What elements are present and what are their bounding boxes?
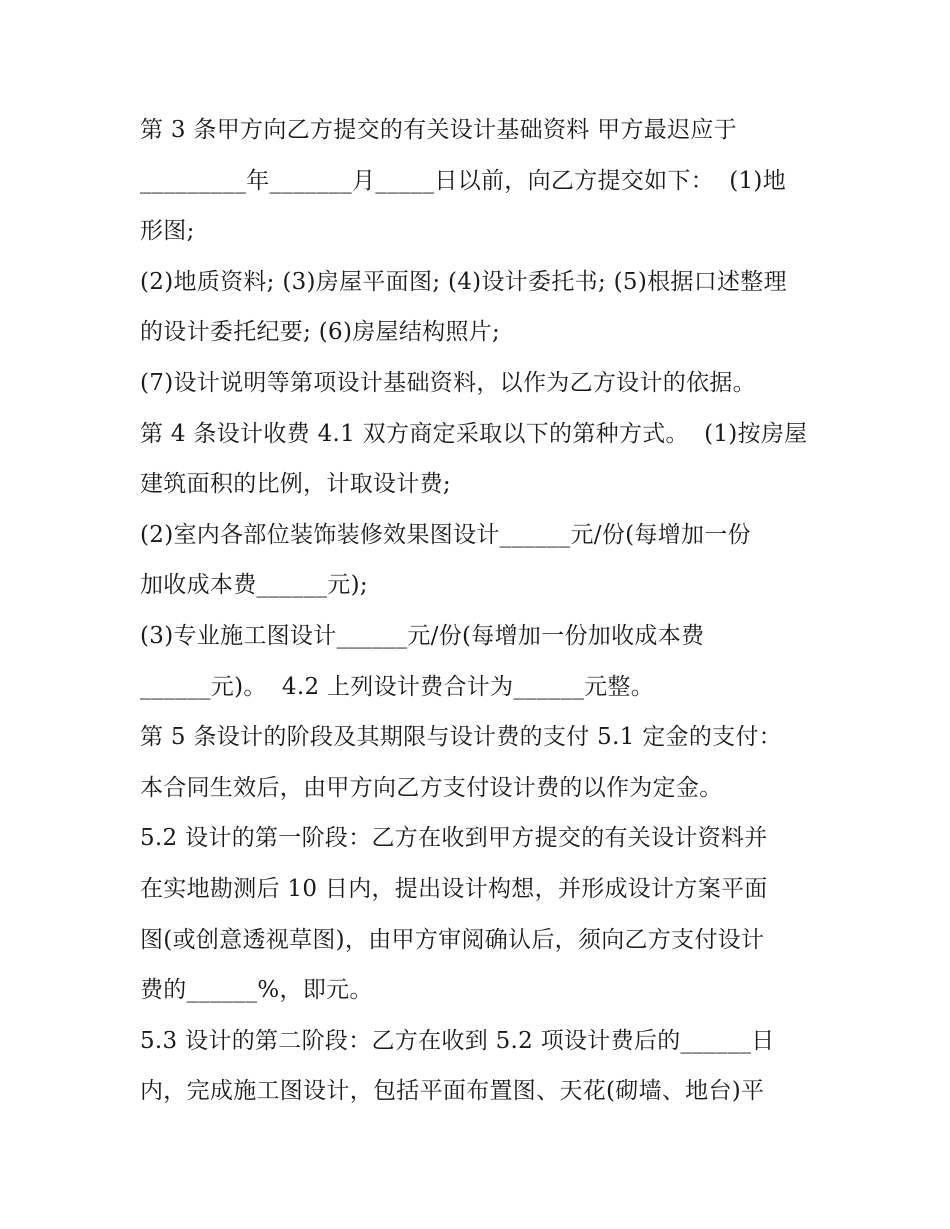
text-line: 图(或创意透视草图)，由甲方审阅确认后，须向乙方支付设计 — [140, 926, 765, 953]
text-line: ______元)。 4.2 上列设计费合计为______元整。 — [140, 673, 655, 700]
text-line: 5.2 设计的第一阶段：乙方在收到甲方提交的有关设计资料并 — [140, 825, 768, 852]
text-line: (2)地质资料; (3)房屋平面图; (4)设计委托书; (5)根据口述整理 — [140, 268, 787, 295]
text-line: 加收成本费______元); — [140, 572, 368, 599]
text-line: 的设计委托纪要; (6)房屋结构照片; — [140, 319, 501, 346]
text-line: 5.3 设计的第二阶段：乙方在收到 5.2 项设计费后的______日 — [140, 1027, 775, 1054]
text-line: 第 3 条甲方向乙方提交的有关设计基础资料 甲方最迟应于 — [140, 117, 737, 143]
text-line: (2)室内各部位装饰装修效果图设计______元/份(每增加一份 — [140, 521, 751, 548]
text-line: (3)专业施工图设计______元/份(每增加一份加收成本费 — [140, 622, 705, 649]
text-line: 第 4 条设计收费 4.1 双方商定采取以下的第种方式。 (1)按房屋 — [140, 420, 808, 447]
text-line: 本合同生效后，由甲方向乙方支付设计费的以作为定金。 — [140, 774, 723, 801]
text-line: 内，完成施工图设计，包括平面布置图、天花(砌墙、地台)平 — [140, 1078, 765, 1105]
document-body — [140, 105, 820, 1117]
text-line: 建筑面积的比例，计取设计费; — [140, 471, 451, 498]
text-line: 第 5 条设计的阶段及其期限与设计费的支付 5.1 定金的支付： — [140, 724, 783, 751]
text-line: 在实地勘测后 10 日内，提出设计构想，并形成设计方案平面 — [140, 875, 768, 902]
text-line: 费的______%，即元。 — [140, 977, 373, 1004]
text-line: _________年_______月_____日以前，向乙方提交如下： (1)地 — [140, 167, 787, 194]
text-line: 形图; — [140, 218, 195, 245]
text-line: (7)设计说明等第项设计基础资料，以作为乙方设计的依据。 — [140, 369, 756, 396]
